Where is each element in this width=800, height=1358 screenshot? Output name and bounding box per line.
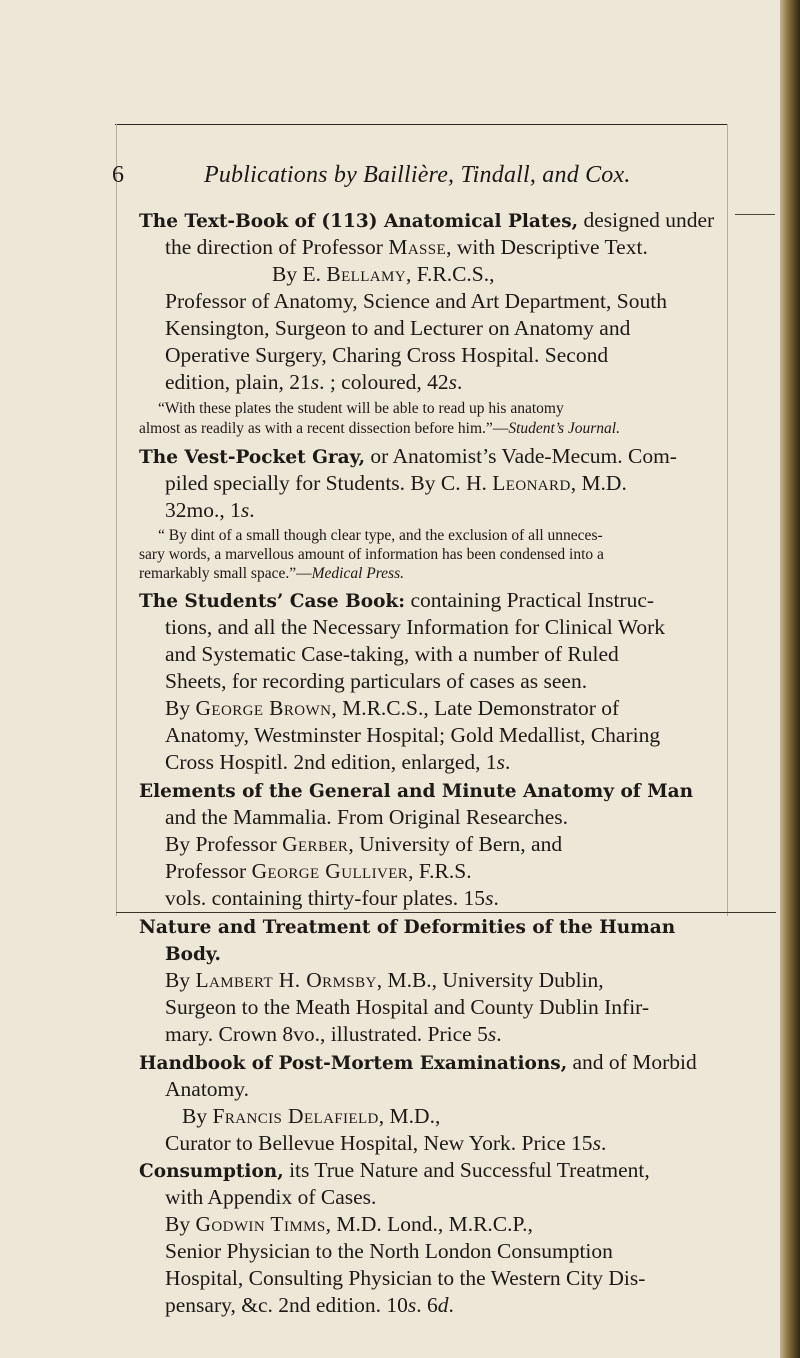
author-name: Godwin Timms bbox=[195, 1212, 326, 1236]
entry-elements-line-3: By Professor Gerber, University of Bern, and bbox=[165, 832, 563, 856]
entry-elements-line-2: and the Mammalia. From Original Researches. bbox=[165, 805, 569, 829]
author-name: Leonard bbox=[492, 471, 571, 495]
review-source: Student’s Journal. bbox=[508, 420, 620, 437]
entry-title: Nature and Treatment of Deformities of the Human bbox=[139, 917, 676, 938]
entry-text-book-line-2: the direction of Professor Masse, with Descriptive Text. bbox=[165, 235, 648, 259]
entry-case-book-line-3: and Systematic Case-taking, with a number of Ruled bbox=[165, 642, 619, 666]
entry-case-book-line-2: tions, and all the Necessary Information for Clinical Work bbox=[165, 615, 666, 639]
entry-consumption-line-1: Consumption, its True Nature and Successful Treatment, bbox=[139, 1158, 650, 1182]
entry-title: Handbook of Post-Mortem Examinations, bbox=[139, 1053, 568, 1074]
top-rule bbox=[115, 124, 728, 125]
book-edge bbox=[780, 0, 800, 1358]
entry-text-book-line-5: Kensington, Surgeon to and Lecturer on Anatomy and bbox=[165, 316, 631, 340]
entry-text-book-line-7: edition, plain, 21s. ; coloured, 42s. bbox=[165, 370, 463, 394]
author-name: George Gulliver bbox=[251, 859, 409, 883]
entry-title: The Vest-Pocket Gray, bbox=[139, 447, 366, 468]
review-quote-line: sary words, a marvellous amount of information has been condensed into a bbox=[139, 546, 604, 563]
entry-text-book-line-3: By E. Bellamy, F.R.C.S., bbox=[272, 262, 495, 286]
page-number: 6 bbox=[112, 162, 125, 188]
right-margin-rule bbox=[727, 124, 728, 916]
review-source: Medical Press. bbox=[311, 565, 404, 582]
author-name: Bellamy bbox=[326, 262, 406, 286]
review-quote-line: “With these plates the student will be able to read up his anatomy bbox=[158, 400, 564, 417]
entry-deformities-line-2: Body. bbox=[165, 944, 221, 965]
entry-title: The Text-Book of (113) Anatomical Plates, bbox=[139, 211, 579, 232]
entry-title: Elements of the General and Minute Anatomy of Man bbox=[139, 781, 694, 802]
entry-post-mortem-line-4: Curator to Bellevue Hospital, New York. Price 15s. bbox=[165, 1131, 607, 1155]
review-quote-line: remarkably small space.”—Medical Press. bbox=[139, 565, 404, 582]
review-quote-line: almost as readily as with a recent dissection before him.”—Student’s Journal. bbox=[139, 420, 620, 437]
entry-post-mortem-line-2: Anatomy. bbox=[165, 1077, 249, 1101]
author-name: Lambert H. Ormsby bbox=[195, 968, 377, 992]
entry-case-book-line-1: The Students’ Case Book: containing Practical Instruc- bbox=[139, 588, 655, 612]
entry-vest-pocket-line-2: piled specially for Students. By C. H. Leonard, M.D. bbox=[165, 471, 627, 495]
entry-elements-line-1 bbox=[139, 777, 693, 805]
entry-case-book-line-7: Cross Hospitl. 2nd edition, enlarged, 1s. bbox=[165, 750, 511, 774]
entry-consumption-line-4: Senior Physician to the North London Consumption bbox=[165, 1239, 613, 1263]
entry-text-book-line-4: Professor of Anatomy, Science and Art Department, South bbox=[165, 289, 667, 313]
entry-deformities-line-1 bbox=[139, 913, 675, 941]
left-margin-rule bbox=[116, 124, 117, 916]
entry-text-book-line-6: Operative Surgery, Charing Cross Hospital. Second bbox=[165, 343, 609, 367]
author-name: George Brown bbox=[195, 696, 332, 720]
entry-vest-pocket-line-3: 32mo., 1s. bbox=[165, 498, 255, 522]
header-rule bbox=[735, 214, 775, 215]
entry-case-book-line-6: Anatomy, Westminster Hospital; Gold Medallist, Charing bbox=[165, 723, 661, 747]
entry-deformities-line-5: mary. Crown 8vo., illustrated. Price 5s. bbox=[165, 1022, 502, 1046]
entry-elements-line-5: vols. containing thirty-four plates. 15s. bbox=[165, 886, 499, 910]
entry-case-book-line-5: By George Brown, M.R.C.S., Late Demonstrator of bbox=[165, 696, 620, 720]
entry-vest-pocket-line-1: The Vest-Pocket Gray, or Anatomist’s Vade-Mecum. Com- bbox=[139, 444, 677, 468]
running-title: Publications by Baillière, Tindall, and Cox. bbox=[204, 162, 631, 188]
author-name: Masse bbox=[388, 235, 447, 259]
entry-consumption-line-3: By Godwin Timms, M.D. Lond., M.R.C.P., bbox=[165, 1212, 533, 1236]
author-name: Gerber bbox=[282, 832, 349, 856]
entry-consumption-line-2: with Appendix of Cases. bbox=[165, 1185, 377, 1209]
entry-post-mortem-line-3: By Francis Delafield, M.D., bbox=[182, 1104, 441, 1128]
entry-deformities-line-3: By Lambert H. Ormsby, M.B., University Dublin, bbox=[165, 968, 604, 992]
review-quote-line: “ By dint of a small though clear type, and the exclusion of all unneces- bbox=[158, 527, 603, 544]
entry-elements-line-4: Professor George Gulliver, F.R.S. bbox=[165, 859, 472, 883]
entry-deformities-line-4: Surgeon to the Meath Hospital and County Dublin Infir- bbox=[165, 995, 650, 1019]
entry-consumption-line-6: pensary, &c. 2nd edition. 10s. 6d. bbox=[165, 1293, 454, 1317]
entry-post-mortem-line-1: Handbook of Post-Mortem Examinations, and of Morbid bbox=[139, 1050, 697, 1074]
entry-title: Consumption, bbox=[139, 1161, 284, 1182]
entry-text-book-line-1: The Text-Book of (113) Anatomical Plates, designed under bbox=[139, 208, 715, 232]
entry-case-book-line-4: Sheets, for recording particulars of cases as seen. bbox=[165, 669, 588, 693]
entry-title: The Students’ Case Book: bbox=[139, 591, 406, 612]
entry-consumption-line-5: Hospital, Consulting Physician to the Western City Dis- bbox=[165, 1266, 646, 1290]
author-name: Francis Delafield bbox=[212, 1104, 379, 1128]
